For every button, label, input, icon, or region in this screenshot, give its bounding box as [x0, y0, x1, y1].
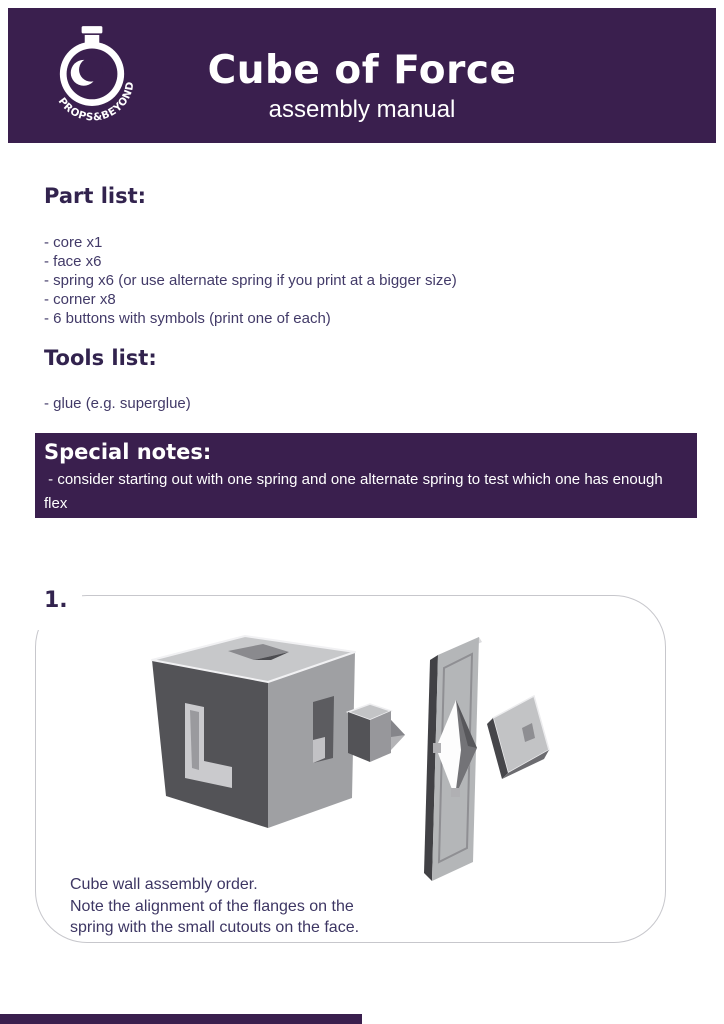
special-notes-text: for your needs.	[44, 519, 145, 536]
page-subtitle: assembly manual	[268, 96, 456, 123]
part-list-item: - corner x8	[44, 291, 116, 308]
step1-caption	[70, 874, 359, 939]
part-list	[44, 233, 457, 328]
part-list-item: - spring x6 (or use alternate spring if you print at a bigger size)	[44, 272, 457, 289]
caption-line: spring with the small cutouts on the face.	[70, 919, 360, 936]
brand-text: PROPS&BEYOND	[55, 80, 137, 124]
caption-line: Cube wall assembly order.	[70, 876, 258, 893]
spring	[348, 704, 405, 762]
header-banner	[8, 8, 716, 143]
face-plate	[424, 637, 482, 881]
footer-strip	[0, 1014, 362, 1024]
part-list-item: - core x1	[44, 234, 103, 251]
tools-list-item: - glue (e.g. superglue)	[44, 395, 191, 412]
step1-number: 1.	[36, 586, 82, 630]
part-list-heading: Part list:	[44, 184, 147, 208]
tools-list-heading: Tools list:	[44, 346, 157, 370]
page-title: Cube of Force	[207, 48, 517, 93]
part-list-item: - 6 buttons with symbols (print one of each)	[44, 310, 331, 327]
special-notes-banner	[35, 433, 697, 536]
special-notes-heading: Special notes:	[44, 440, 212, 464]
part-list-item: - face x6	[44, 253, 102, 270]
special-notes-text: - consider starting out with one spring and one alternate spring to test which one has enough flex	[44, 471, 667, 512]
button	[487, 696, 549, 779]
caption-line: Note the alignment of the flanges on the	[70, 897, 354, 915]
core-cube	[152, 636, 355, 828]
tools-list	[44, 394, 191, 413]
